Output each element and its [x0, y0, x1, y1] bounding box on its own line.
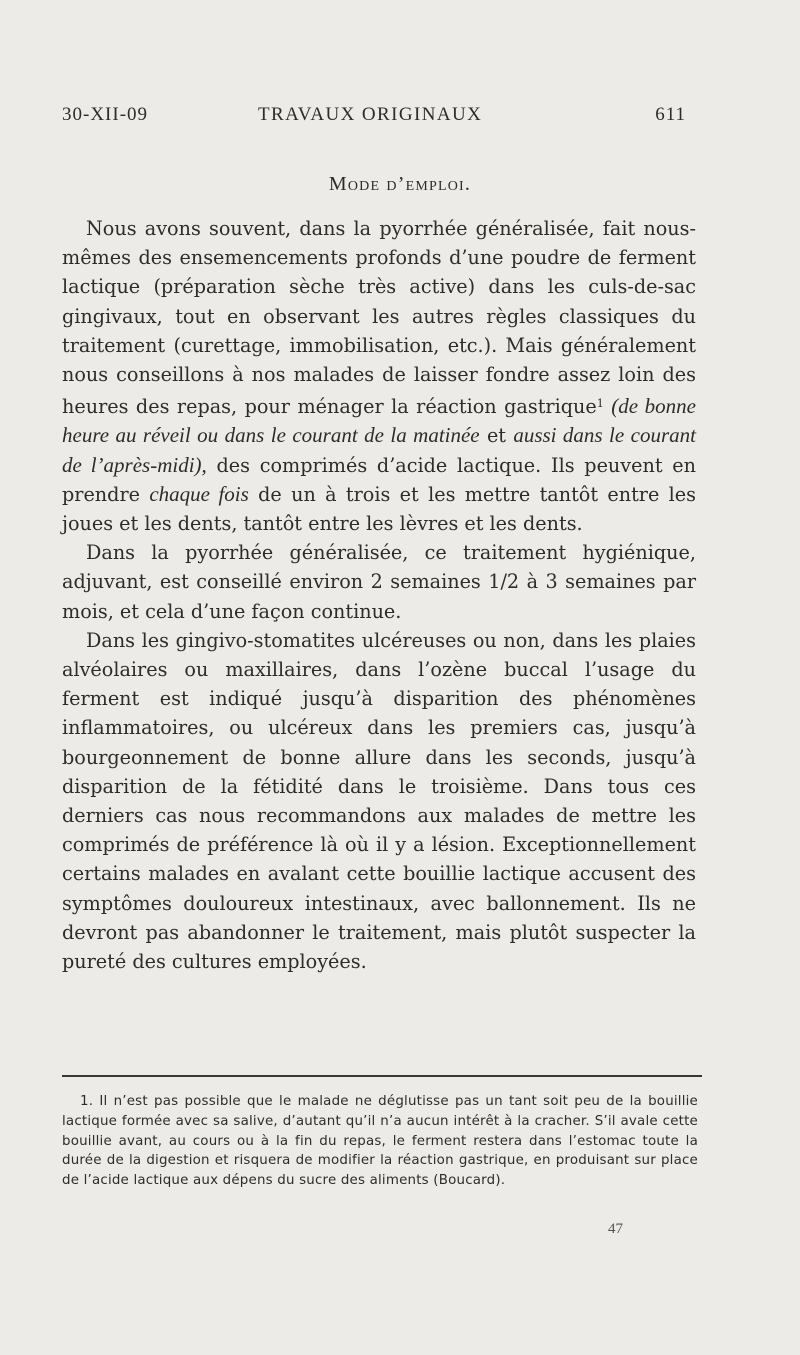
paragraph-1-text-c: et: [486, 424, 507, 448]
running-header: [62, 104, 686, 134]
page-number: 611: [655, 104, 686, 125]
signature-mark: 47: [608, 1221, 623, 1237]
paragraph-1-text-a: Nous avons souvent, dans la pyorrhée généralisée, fait nous-mêmes des ensemencements profonds d’une poudre de ferment lactique (préparation sèche très active) dans les culs-de-sac gingivaux, tout en observant les autres règles classiques du traitement (curettage, immobilisation, etc.). Mais généralement nous conseillons à nos malades de laisser fondre assez loin des heures des repas, pour ménager la réaction gastrique: [62, 217, 696, 419]
paragraph-3: Dans les gingivo-stomatites ulcéreuses ou non, dans les plaies alvéolaires ou maxillaires, dans l’ozène buccal l’usage du ferment est indiqué jusqu’à disparition des phénomènes inflammatoires, ou ulcéreux dans les premiers cas, jusqu’à bourgeonnement de bonne allure dans les seconds, jusqu’à disparition de la fétidité dans le troisième. Dans tous ces derniers cas nous recommandons aux malades de mettre les comprimés de préférence là où il y a lésion. Exceptionnellement certains malades en avalant cette bouillie lactique accusent des symptômes douloureux intestinaux, avec ballonnement. Ils ne devront pas abandonner le traitement, mais plutôt suspecter la pureté des cultures employées.: [62, 628, 696, 974]
paragraph-2: Dans la pyorrhée généralisée, ce traitement hygiénique, adjuvant, est conseillé environ 2 semaines 1/2 à 3 semaines par mois, et cela d’une façon continue.: [62, 541, 696, 623]
section-title: Mode d’emploi.: [328, 173, 472, 195]
paragraph-1-italic-f: chaque fois: [149, 481, 249, 506]
footnote-text: 1. Il n’est pas possible que le malade ne déglutisse pas un tant soit peu de la bouillie lactique formée avec sa salive, d’autant qu’il n’a aucun intérêt à la cracher. S’il avale cette bouillie avant, au cours ou à la fin du repas, le ferment restera dans l’estomac toute la durée de la digestion et risquera de modifier la réaction gastrique, en produisant sur place de l’acide lactique aux dépens du sucre des aliments (Boucard).: [62, 1094, 698, 1189]
header-date: 30-XII-09: [62, 104, 149, 125]
body-text: [62, 214, 696, 976]
paragraph-1-text-e: des comprimés d’acide lactique. Ils peuvent en prendre: [62, 453, 696, 506]
paragraph-1-text-g: de un à trois et les mettre tantôt entre les joues et les dents, tantôt entre les lèvres et les dents.: [62, 482, 697, 536]
paragraph-1-italic-b: (de bonne heure au réveil ou dans le courant de la matinée: [62, 394, 696, 448]
footnote-divider: [62, 1075, 702, 1077]
header-journal-title: TRAVAUX ORIGINAUX: [258, 104, 483, 125]
footnote-reference: 1: [596, 397, 604, 411]
paragraph-1: [62, 214, 696, 538]
paragraph-1-italic-d: aussi dans le courant de l’après-midi),: [62, 423, 696, 477]
footnote: [62, 1092, 698, 1191]
